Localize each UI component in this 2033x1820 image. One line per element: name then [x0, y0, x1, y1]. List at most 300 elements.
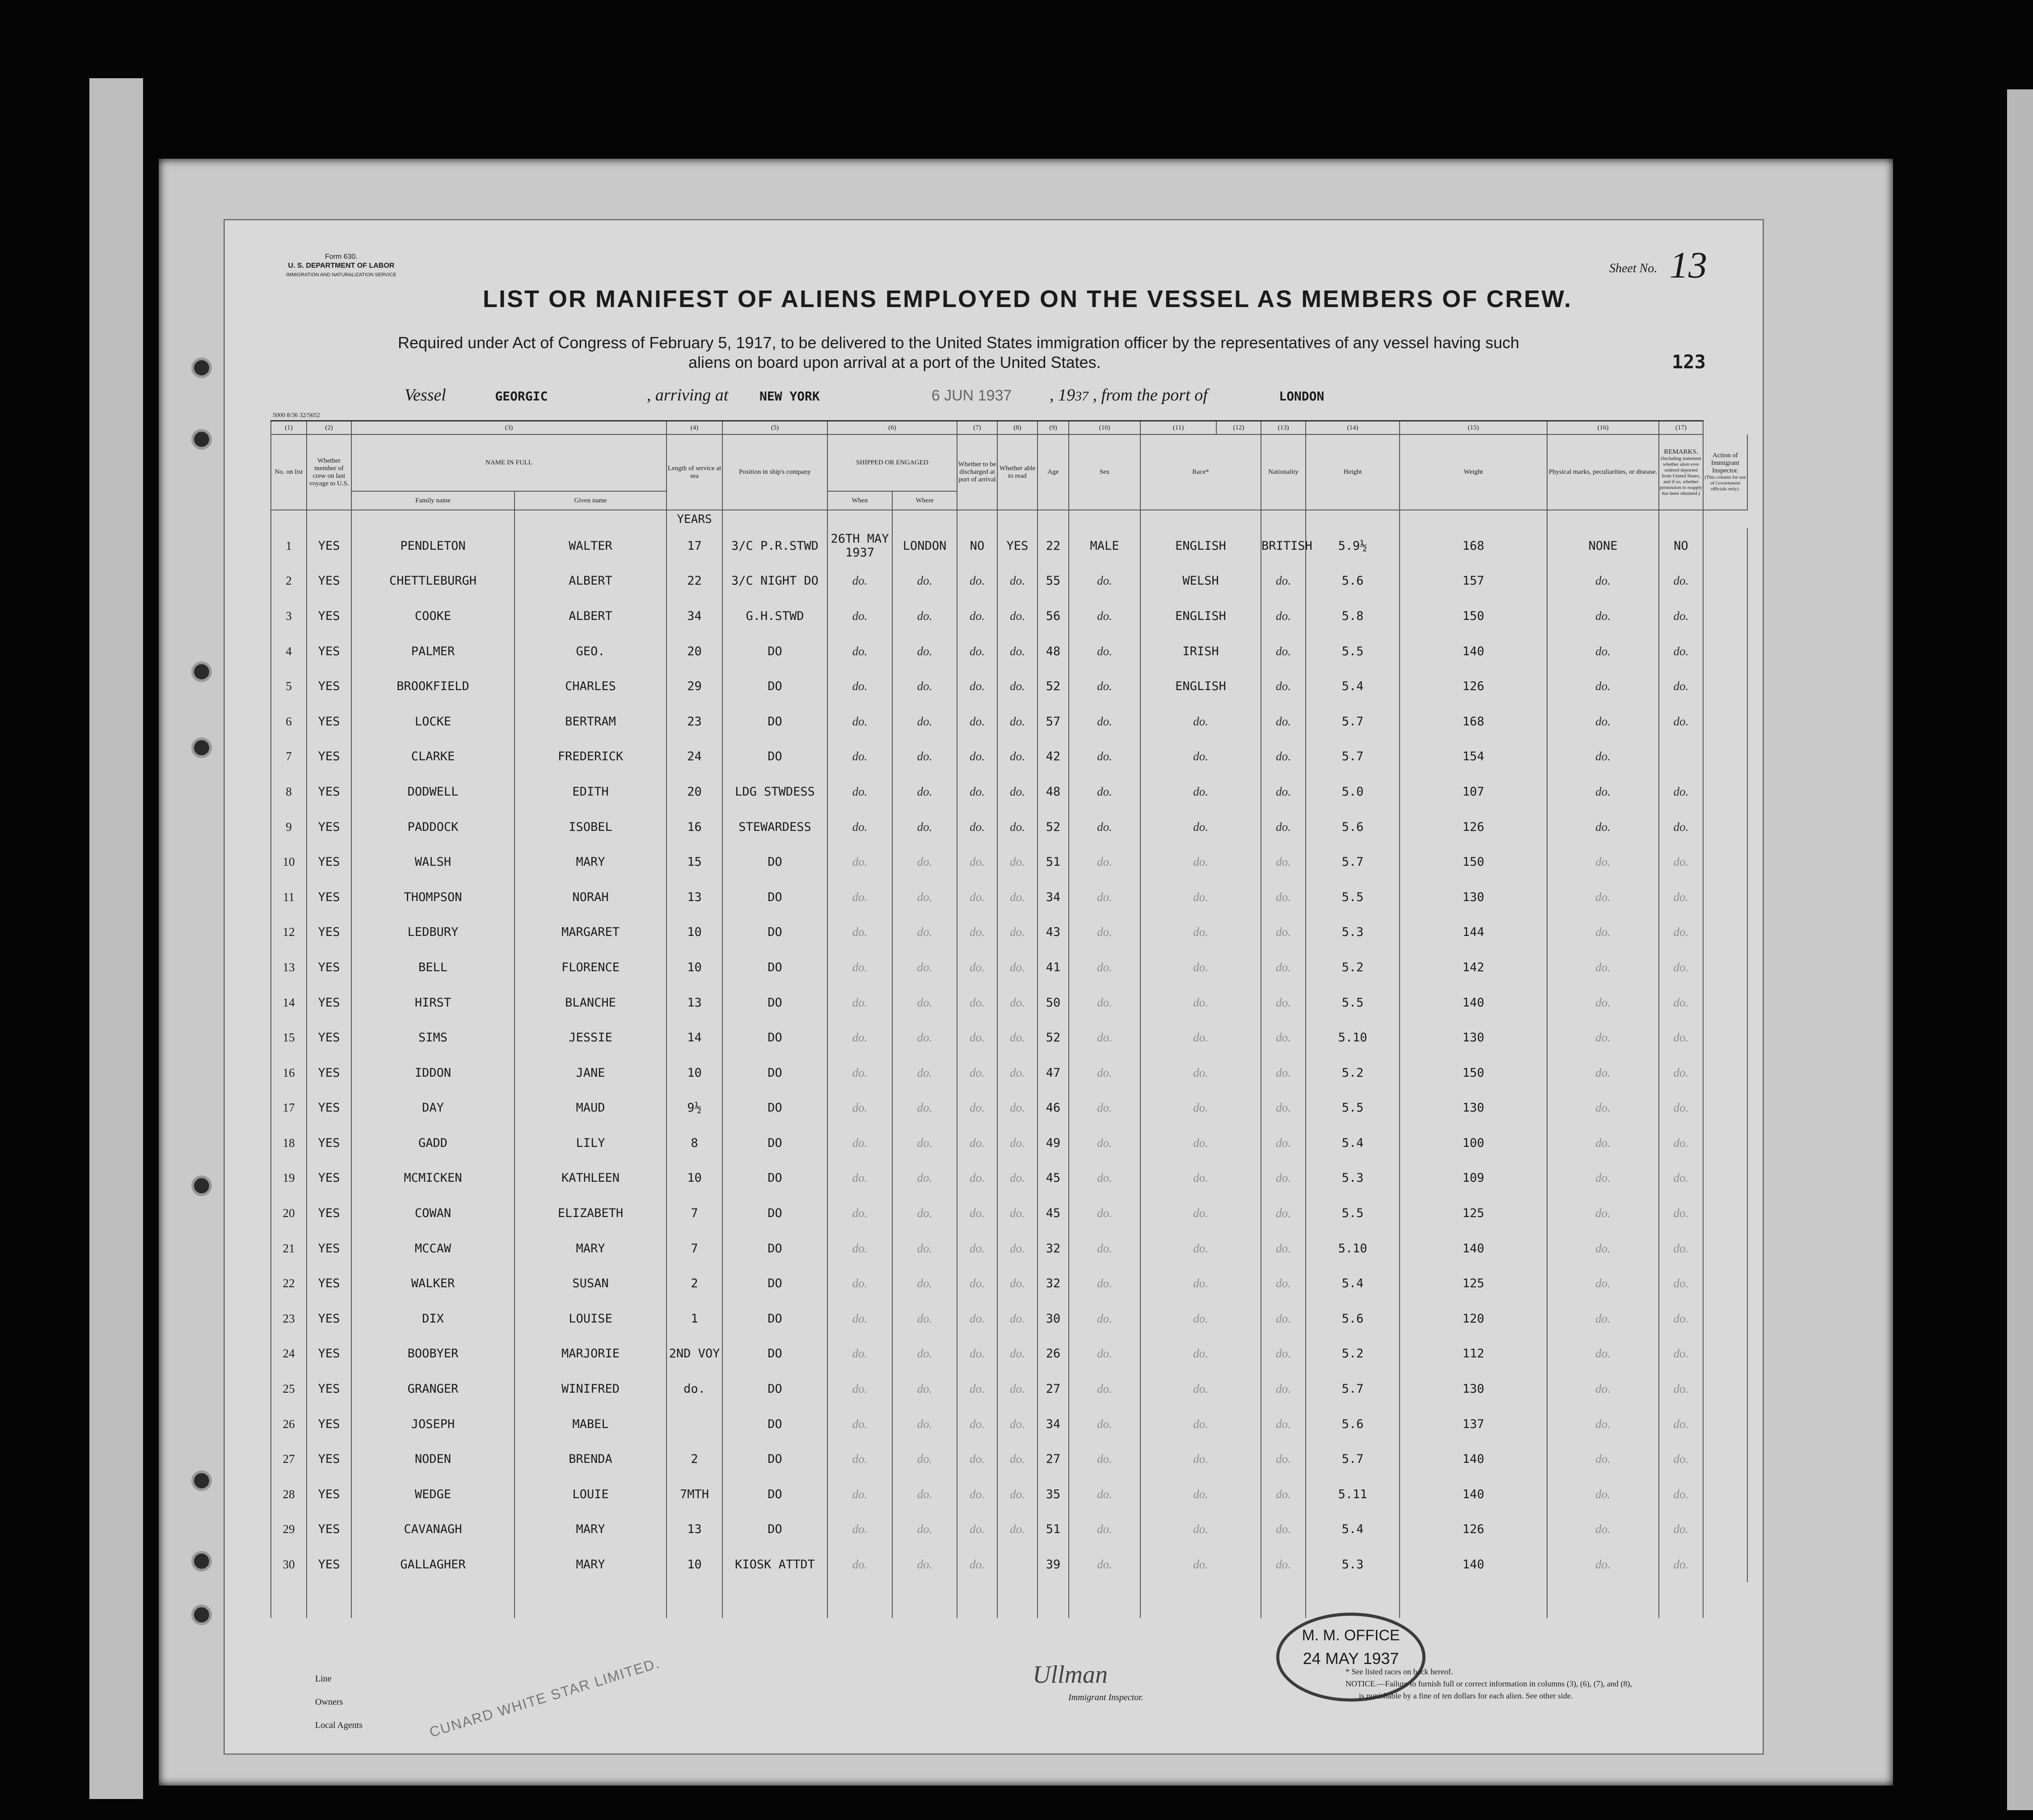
- cell-phys: do.: [1547, 774, 1659, 809]
- cell-weight: 125: [1400, 1266, 1547, 1301]
- cell-family: HIRST: [351, 985, 515, 1020]
- cell-given: KATHLEEN: [515, 1161, 666, 1196]
- cell-family: GADD: [351, 1125, 515, 1161]
- cell-weight: 150: [1400, 1055, 1547, 1091]
- cell-when: do.: [827, 704, 892, 739]
- table-row: [271, 774, 1747, 809]
- punch-hole: [191, 1175, 212, 1196]
- cell-when: do.: [827, 774, 892, 809]
- cell-pos: DO: [722, 1371, 827, 1407]
- cell-n: 28: [271, 1477, 307, 1512]
- cell-nat: do.: [1261, 669, 1306, 704]
- table-row: [271, 1477, 1747, 1512]
- header-whether-member: Whether member of crew on last voyage to U.S.: [307, 434, 351, 510]
- cell-age: 43: [1038, 915, 1069, 950]
- cell-rem: do.: [1659, 634, 1703, 669]
- cell-family: LOCKE: [351, 704, 515, 739]
- cell-n: 11: [271, 880, 307, 915]
- cell-len: 7: [666, 1231, 722, 1266]
- cell-race: do.: [1140, 1512, 1261, 1547]
- cell-when: do.: [827, 880, 892, 915]
- cell-when: do.: [827, 1371, 892, 1407]
- table-row: [271, 1266, 1747, 1301]
- cell-where: do.: [892, 1055, 957, 1091]
- cell-race: ENGLISH: [1140, 598, 1261, 634]
- cell-disc: do.: [957, 1091, 997, 1126]
- cell-read: YES: [997, 528, 1038, 564]
- cell-age: 27: [1038, 1441, 1069, 1477]
- cell-rem: do.: [1659, 880, 1703, 915]
- cell-age: 46: [1038, 1091, 1069, 1126]
- cell-phys: do.: [1547, 1196, 1659, 1231]
- cell-yes: YES: [307, 634, 351, 669]
- cell-nat: do.: [1261, 634, 1306, 669]
- cell-disc: do.: [957, 880, 997, 915]
- cell-n: 29: [271, 1512, 307, 1547]
- cell-age: 35: [1038, 1477, 1069, 1512]
- sheet-label: Sheet No.: [1609, 261, 1658, 275]
- cell-n: 14: [271, 985, 307, 1020]
- cell-pos: DO: [722, 1512, 827, 1547]
- cell-height: 5.11: [1306, 1477, 1400, 1512]
- cell-given: FREDERICK: [515, 739, 666, 775]
- cell-read: do.: [997, 1301, 1038, 1336]
- cell-yes: YES: [307, 704, 351, 739]
- cell-yes: YES: [307, 950, 351, 985]
- cell-family: BROOKFIELD: [351, 669, 515, 704]
- cell-weight: 168: [1400, 704, 1547, 739]
- cell-height: 5.10: [1306, 1231, 1400, 1266]
- cell-read: do.: [997, 1125, 1038, 1161]
- header-discharged: Whether to be discharged at port of arrival: [957, 434, 997, 510]
- cell-when: 26TH MAY 1937: [827, 528, 892, 564]
- cell-disc: NO: [957, 528, 997, 564]
- cell-where: do.: [892, 598, 957, 634]
- cell-disc: do.: [957, 1477, 997, 1512]
- cell-given: ALBERT: [515, 598, 666, 634]
- cell-height: 5.6: [1306, 564, 1400, 599]
- cell-age: 32: [1038, 1266, 1069, 1301]
- table-row: [271, 1371, 1747, 1407]
- cell-n: 9: [271, 809, 307, 845]
- cell-pos: LDG STWDESS: [722, 774, 827, 809]
- col-num: (10): [1069, 421, 1140, 435]
- cell-weight: 150: [1400, 844, 1547, 880]
- table-row: [271, 598, 1747, 634]
- cell-len: 10: [666, 950, 722, 985]
- cell-yes: YES: [307, 1512, 351, 1547]
- cell-when: do.: [827, 1266, 892, 1301]
- sheet-number: 13: [1670, 244, 1707, 286]
- cell-n: 3: [271, 598, 307, 634]
- cell-when: do.: [827, 634, 892, 669]
- cell-age: 49: [1038, 1125, 1069, 1161]
- cell-pos: DO: [722, 704, 827, 739]
- cell-family: COOKE: [351, 598, 515, 634]
- cell-sex: do.: [1069, 634, 1140, 669]
- cell-height: 5.9½: [1306, 528, 1400, 564]
- cell-rem: do.: [1659, 985, 1703, 1020]
- from-port: LONDON: [1279, 389, 1324, 404]
- cell-pos: DO: [722, 1196, 827, 1231]
- cell-given: GEO.: [515, 634, 666, 669]
- cell-pos: DO: [722, 1441, 827, 1477]
- cell-n: 1: [271, 528, 307, 564]
- cell-yes: YES: [307, 1196, 351, 1231]
- cell-rem: do.: [1659, 1055, 1703, 1091]
- cell-sex: do.: [1069, 704, 1140, 739]
- cell-disc: do.: [957, 1266, 997, 1301]
- cell-act: [1703, 704, 1747, 739]
- cell-disc: do.: [957, 704, 997, 739]
- cell-phys: do.: [1547, 1266, 1659, 1301]
- cell-phys: do.: [1547, 844, 1659, 880]
- cell-height: 5.2: [1306, 1336, 1400, 1372]
- cell-sex: do.: [1069, 915, 1140, 950]
- cell-disc: do.: [957, 915, 997, 950]
- cell-height: 5.5: [1306, 985, 1400, 1020]
- cell-rem: do.: [1659, 1091, 1703, 1126]
- cell-len: 8: [666, 1125, 722, 1161]
- cell-n: 6: [271, 704, 307, 739]
- year-label: , 19: [1050, 386, 1075, 404]
- cell-given: EDITH: [515, 774, 666, 809]
- cell-n: 10: [271, 844, 307, 880]
- cell-phys: do.: [1547, 1371, 1659, 1407]
- cell-family: PENDLETON: [351, 528, 515, 564]
- cell-act: [1703, 564, 1747, 599]
- cell-yes: YES: [307, 528, 351, 564]
- cell-n: 24: [271, 1336, 307, 1372]
- cell-read: do.: [997, 1231, 1038, 1266]
- cell-given: WALTER: [515, 528, 666, 564]
- cell-where: do.: [892, 1407, 957, 1442]
- cell-disc: do.: [957, 1336, 997, 1372]
- cell-given: JESSIE: [515, 1020, 666, 1055]
- cell-when: do.: [827, 1231, 892, 1266]
- cell-len: 29: [666, 669, 722, 704]
- cell-weight: 142: [1400, 950, 1547, 985]
- cell-where: do.: [892, 809, 957, 845]
- cell-yes: YES: [307, 809, 351, 845]
- cell-nat: do.: [1261, 1091, 1306, 1126]
- cell-pos: DO: [722, 1161, 827, 1196]
- cell-n: 25: [271, 1371, 307, 1407]
- cell-sex: do.: [1069, 669, 1140, 704]
- cell-when: do.: [827, 809, 892, 845]
- col-num: (1): [271, 421, 307, 435]
- cell-age: 55: [1038, 564, 1069, 599]
- cell-weight: 130: [1400, 880, 1547, 915]
- cell-disc: do.: [957, 774, 997, 809]
- cell-height: 5.7: [1306, 1371, 1400, 1407]
- cell-race: do.: [1140, 1407, 1261, 1442]
- cell-len: 13: [666, 1512, 722, 1547]
- cell-disc: do.: [957, 1441, 997, 1477]
- cell-age: 47: [1038, 1055, 1069, 1091]
- cell-nat: do.: [1261, 1125, 1306, 1161]
- cell-pos: DO: [722, 1091, 827, 1126]
- table-row: [271, 844, 1747, 880]
- cell-given: ELIZABETH: [515, 1196, 666, 1231]
- cell-yes: YES: [307, 1336, 351, 1372]
- cell-len: [666, 1407, 722, 1442]
- cell-nat: do.: [1261, 1196, 1306, 1231]
- header-given-name: Given name: [515, 491, 666, 510]
- table-row: [271, 1407, 1747, 1442]
- cell-phys: do.: [1547, 1512, 1659, 1547]
- cell-race: do.: [1140, 1371, 1261, 1407]
- cell-where: do.: [892, 1371, 957, 1407]
- cell-given: MARY: [515, 1547, 666, 1582]
- cell-phys: do.: [1547, 1477, 1659, 1512]
- cell-pos: DO: [722, 1301, 827, 1336]
- col-num: (15): [1400, 421, 1547, 435]
- cell-race: do.: [1140, 809, 1261, 845]
- cell-pos: KIOSK ATTDT: [722, 1547, 827, 1582]
- cell-nat: do.: [1261, 1020, 1306, 1055]
- cell-n: 8: [271, 774, 307, 809]
- cell-act: [1703, 598, 1747, 634]
- cell-act: [1703, 774, 1747, 809]
- header-weight: Weight: [1400, 434, 1547, 510]
- cell-age: 39: [1038, 1547, 1069, 1582]
- cell-sex: do.: [1069, 1407, 1140, 1442]
- cell-rem: do.: [1659, 1441, 1703, 1477]
- department-name: U. S. DEPARTMENT OF LABOR: [288, 262, 395, 270]
- cell-when: do.: [827, 1161, 892, 1196]
- cell-disc: do.: [957, 809, 997, 845]
- cell-race: do.: [1140, 1336, 1261, 1372]
- cell-race: do.: [1140, 1301, 1261, 1336]
- cell-n: 2: [271, 564, 307, 599]
- cell-weight: 130: [1400, 1371, 1547, 1407]
- header-action: [1703, 434, 1747, 510]
- remarks-title: REMARKS.: [1664, 448, 1698, 455]
- cell-len: 34: [666, 598, 722, 634]
- year-value: 37: [1075, 389, 1088, 404]
- cell-height: 5.5: [1306, 634, 1400, 669]
- cell-yes: YES: [307, 1441, 351, 1477]
- cell-len: 2: [666, 1266, 722, 1301]
- cell-race: ENGLISH: [1140, 528, 1261, 564]
- cell-sex: do.: [1069, 1091, 1140, 1126]
- cell-family: DODWELL: [351, 774, 515, 809]
- remarks-subtitle: (Including statement whether alien ever ordered deported from United States, and if so, whether permission to reapply has been obtained.): [1659, 455, 1703, 496]
- cell-weight: 126: [1400, 669, 1547, 704]
- punch-hole: [191, 1470, 212, 1491]
- table-row: [271, 1055, 1747, 1091]
- col-num: (16): [1547, 421, 1659, 435]
- cell-age: 45: [1038, 1161, 1069, 1196]
- cell-disc: do.: [957, 739, 997, 775]
- cell-act: [1703, 528, 1747, 564]
- cell-race: do.: [1140, 1055, 1261, 1091]
- punch-hole: [191, 737, 212, 758]
- cell-given: MARY: [515, 1231, 666, 1266]
- cell-given: LILY: [515, 1125, 666, 1161]
- cell-len: 22: [666, 564, 722, 599]
- cell-nat: do.: [1261, 950, 1306, 985]
- cell-where: do.: [892, 985, 957, 1020]
- cell-act: [1703, 880, 1747, 915]
- cell-when: do.: [827, 1441, 892, 1477]
- cell-age: 45: [1038, 1196, 1069, 1231]
- header-age: Age: [1038, 434, 1069, 510]
- cell-family: BELL: [351, 950, 515, 985]
- cell-disc: do.: [957, 1231, 997, 1266]
- cell-age: 51: [1038, 1512, 1069, 1547]
- cell-rem: do.: [1659, 1547, 1703, 1582]
- cell-height: 5.6: [1306, 1301, 1400, 1336]
- cell-nat: do.: [1261, 564, 1306, 599]
- cell-where: do.: [892, 1091, 957, 1126]
- cell-age: 51: [1038, 844, 1069, 880]
- header-when: When: [827, 491, 892, 510]
- cell-phys: do.: [1547, 1125, 1659, 1161]
- cell-family: IDDON: [351, 1055, 515, 1091]
- cell-family: MCCAW: [351, 1231, 515, 1266]
- cell-where: do.: [892, 634, 957, 669]
- punch-hole: [191, 1551, 212, 1571]
- cell-disc: do.: [957, 1547, 997, 1582]
- cell-nat: do.: [1261, 809, 1306, 845]
- cell-where: do.: [892, 739, 957, 775]
- cell-n: 7: [271, 739, 307, 775]
- cell-given: MABEL: [515, 1407, 666, 1442]
- cell-family: MCMICKEN: [351, 1161, 515, 1196]
- cell-age: 32: [1038, 1231, 1069, 1266]
- action-subtitle: (This column for use of Government officials only).: [1704, 475, 1746, 492]
- cell-sex: do.: [1069, 809, 1140, 845]
- cell-rem: do.: [1659, 1336, 1703, 1372]
- header-length-service: Length of service at sea: [666, 434, 722, 510]
- cell-len: 13: [666, 985, 722, 1020]
- cell-read: do.: [997, 1477, 1038, 1512]
- cell-given: BLANCHE: [515, 985, 666, 1020]
- header-nationality: Nationality: [1261, 434, 1306, 510]
- cell-race: IRISH: [1140, 634, 1261, 669]
- cell-sex: do.: [1069, 598, 1140, 634]
- cell-read: do.: [997, 1196, 1038, 1231]
- cell-read: do.: [997, 1371, 1038, 1407]
- cell-read: do.: [997, 880, 1038, 915]
- cell-disc: do.: [957, 1512, 997, 1547]
- cell-pos: DO: [722, 1055, 827, 1091]
- cell-nat: do.: [1261, 739, 1306, 775]
- cell-yes: YES: [307, 1091, 351, 1126]
- cell-rem: do.: [1659, 844, 1703, 880]
- punch-hole: [191, 429, 212, 450]
- mm-office-date: 24 MAY 1937: [1303, 1649, 1399, 1668]
- cell-act: [1703, 1231, 1747, 1266]
- cell-weight: 140: [1400, 1547, 1547, 1582]
- cell-act: [1703, 985, 1747, 1020]
- cell-yes: YES: [307, 1055, 351, 1091]
- cell-len: 20: [666, 774, 722, 809]
- cell-len: 10: [666, 915, 722, 950]
- cell-read: do.: [997, 809, 1038, 845]
- cell-len: 14: [666, 1020, 722, 1055]
- from-label: , from the port of: [1092, 386, 1208, 404]
- cell-nat: do.: [1261, 1407, 1306, 1442]
- cell-rem: do.: [1659, 1407, 1703, 1442]
- cell-phys: do.: [1547, 1407, 1659, 1442]
- cell-read: do.: [997, 739, 1038, 775]
- cell-disc: do.: [957, 1020, 997, 1055]
- cell-phys: do.: [1547, 1020, 1659, 1055]
- cell-read: do.: [997, 1336, 1038, 1372]
- cell-nat: do.: [1261, 598, 1306, 634]
- col-num: (11): [1140, 421, 1216, 435]
- cell-pos: DO: [722, 950, 827, 985]
- col-num: (4): [666, 421, 722, 435]
- cell-weight: 154: [1400, 739, 1547, 775]
- cell-disc: do.: [957, 1407, 997, 1442]
- cell-weight: 140: [1400, 1441, 1547, 1477]
- crew-rows: [271, 528, 1747, 1582]
- cell-pos: DO: [722, 1266, 827, 1301]
- cell-yes: YES: [307, 1266, 351, 1301]
- date-stamp: 6 JUN 1937: [931, 387, 1012, 404]
- cell-n: 19: [271, 1161, 307, 1196]
- footnote-races: * See listed races on back hereof.: [1345, 1667, 1453, 1676]
- table-row: [271, 1161, 1747, 1196]
- cell-sex: do.: [1069, 1336, 1140, 1372]
- cell-read: do.: [997, 950, 1038, 985]
- cell-when: do.: [827, 1091, 892, 1126]
- crew-manifest-table: [270, 420, 1748, 1618]
- cell-age: 48: [1038, 634, 1069, 669]
- footer-agents-label: Local Agents: [315, 1720, 363, 1730]
- cell-rem: do.: [1659, 809, 1703, 845]
- table-row: [271, 880, 1747, 915]
- cell-when: do.: [827, 598, 892, 634]
- table-row: [271, 1020, 1747, 1055]
- col-num: (14): [1306, 421, 1400, 435]
- cell-race: do.: [1140, 1161, 1261, 1196]
- form-block: [286, 253, 396, 279]
- cell-height: 5.8: [1306, 598, 1400, 634]
- cell-height: 5.3: [1306, 1547, 1400, 1582]
- cell-when: do.: [827, 1055, 892, 1091]
- cell-age: 27: [1038, 1371, 1069, 1407]
- cell-act: [1703, 1301, 1747, 1336]
- cell-rem: do.: [1659, 669, 1703, 704]
- right-binding-strip: [2007, 89, 2033, 1810]
- cell-height: 5.7: [1306, 844, 1400, 880]
- cell-pos: DO: [722, 880, 827, 915]
- cell-rem: NO: [1659, 528, 1703, 564]
- cell-act: [1703, 1266, 1747, 1301]
- cell-yes: YES: [307, 880, 351, 915]
- cell-given: BERTRAM: [515, 704, 666, 739]
- cell-yes: YES: [307, 1301, 351, 1336]
- cell-given: MARY: [515, 1512, 666, 1547]
- cell-len: do.: [666, 1371, 722, 1407]
- cell-nat: do.: [1261, 1512, 1306, 1547]
- cell-nat: do.: [1261, 1301, 1306, 1336]
- punch-hole: [191, 358, 212, 378]
- cell-family: WEDGE: [351, 1477, 515, 1512]
- cell-yes: YES: [307, 1547, 351, 1582]
- cell-len: 1: [666, 1301, 722, 1336]
- cell-sex: do.: [1069, 985, 1140, 1020]
- cell-weight: 120: [1400, 1301, 1547, 1336]
- cell-act: [1703, 1512, 1747, 1547]
- col-num: (3): [351, 421, 666, 435]
- arriving-label: , arriving at: [646, 386, 729, 404]
